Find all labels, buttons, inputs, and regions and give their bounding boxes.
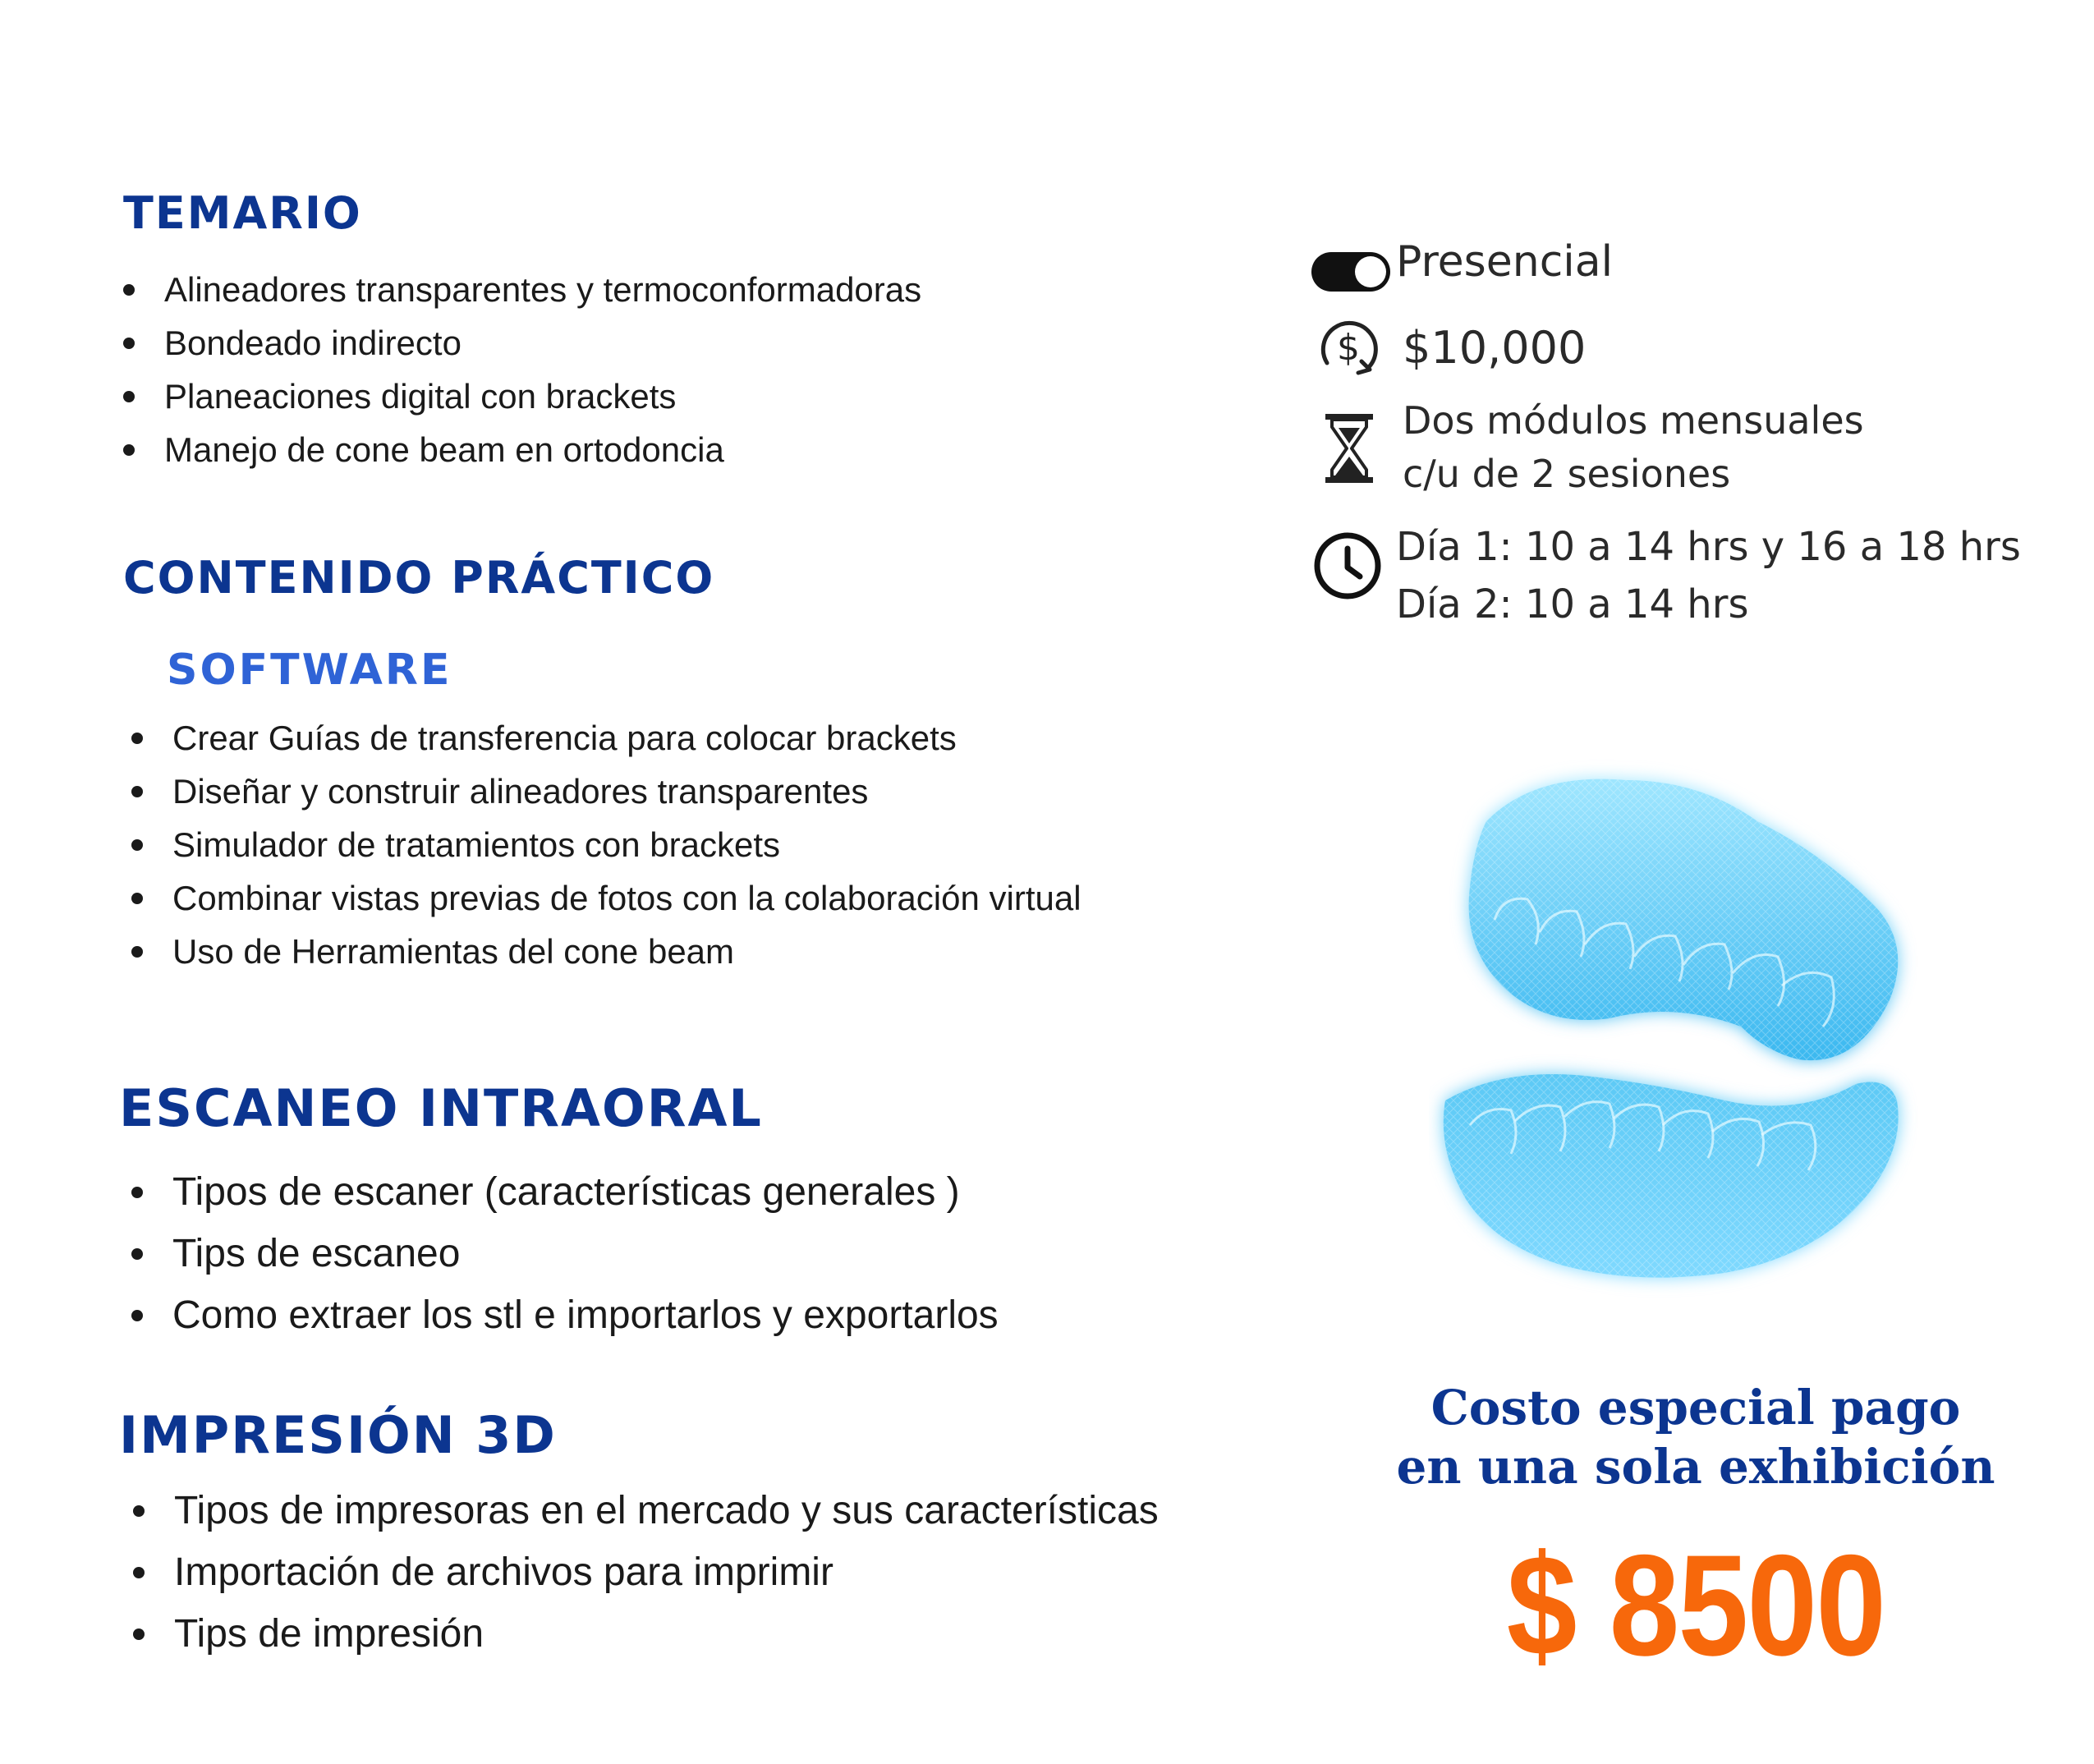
svg-text:$: $ (1337, 327, 1360, 369)
list-item: Alineadores transparentes y termoconformadoras (164, 263, 921, 316)
list-item: Tipos de escaner (características generales ) (172, 1161, 999, 1223)
software-list (172, 711, 1081, 978)
impresion-heading: IMPRESIÓN 3D (119, 1405, 557, 1465)
offer-line2: en una sola exhibición (1396, 1439, 1995, 1495)
special-offer-text (1347, 1378, 2045, 1496)
modality-text: Presencial (1396, 237, 1614, 287)
list-item: Planeaciones digital con brackets (164, 370, 921, 423)
software-subheading: SOFTWARE (167, 645, 452, 695)
list-item: Tips de impresión (174, 1603, 1159, 1665)
list-item: Simulador de tratamientos con brackets (172, 818, 1081, 871)
list-item: Bondeado indirecto (164, 316, 921, 370)
clock-icon (1311, 529, 1385, 603)
dollar-refresh-icon (1312, 310, 1386, 384)
schedule-line2: Día 2: 10 a 14 hrs (1396, 581, 1749, 627)
escaneo-heading: ESCANEO INTRAORAL (119, 1078, 763, 1138)
list-item: Diseñar y construir alineadores transparentes (172, 765, 1081, 818)
special-price: $ 8500 (1506, 1526, 1885, 1686)
toggle-switch-icon (1310, 249, 1392, 295)
hourglass-icon (1322, 411, 1376, 486)
offer-line1: Costo especial pago (1430, 1380, 1961, 1436)
list-item: Como extraer los stl e importarlos y exportarlos (172, 1284, 999, 1346)
schedule-line1: Día 1: 10 a 14 hrs y 16 a 18 hrs (1396, 524, 2021, 570)
list-item: Uso de Herramientas del cone beam (172, 925, 1081, 978)
contenido-heading: CONTENIDO PRÁCTICO (123, 552, 715, 604)
list-item: Combinar vistas previas de fotos con la colaboración virtual (172, 871, 1081, 925)
list-item: Tipos de impresoras en el mercado y sus características (174, 1480, 1159, 1541)
temario-heading: TEMARIO (123, 187, 362, 239)
teeth-scan-illustration (1429, 756, 1938, 1298)
duration-line1: Dos módulos mensuales (1403, 398, 1864, 443)
escaneo-list (172, 1161, 999, 1346)
list-item: Tips de escaneo (172, 1223, 999, 1284)
list-item: Importación de archivos para imprimir (174, 1541, 1159, 1603)
temario-list (164, 263, 921, 476)
price-text: $10,000 (1403, 322, 1587, 374)
duration-line2: c/u de 2 sesiones (1403, 452, 1731, 496)
list-item: Crear Guías de transferencia para colocar brackets (172, 711, 1081, 765)
impresion-list (174, 1480, 1159, 1665)
list-item: Manejo de cone beam en ortodoncia (164, 423, 921, 476)
